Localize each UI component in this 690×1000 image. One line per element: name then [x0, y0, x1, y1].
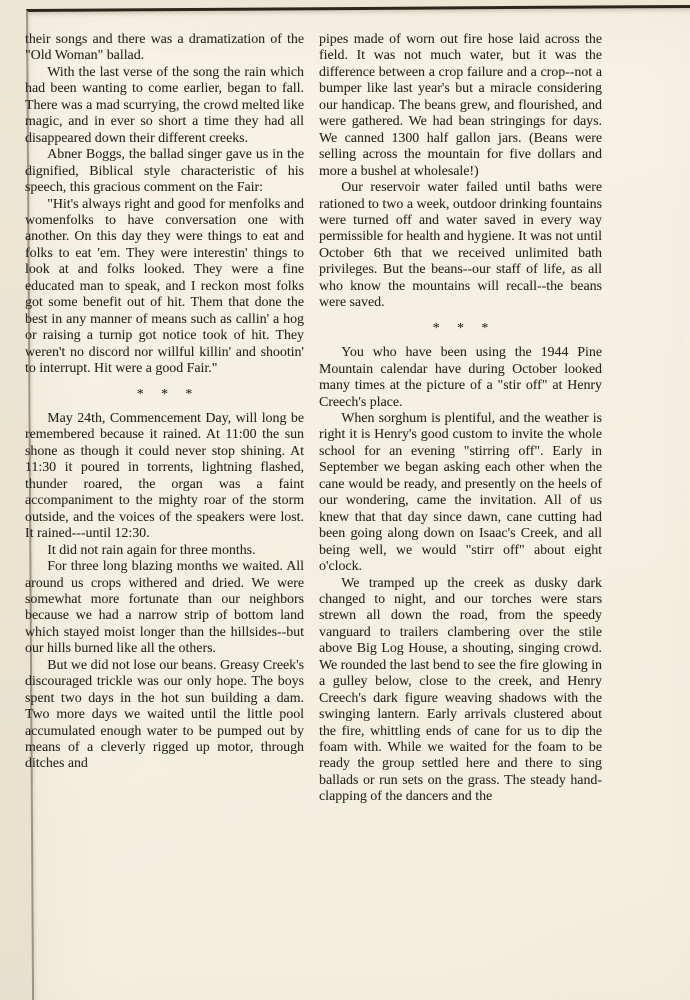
paragraph: We tramped up the creek as dusky dark changed to night, and our torches were stars strewn all down the road, from the speedy vanguard to trailers clambering over the stile above Big Log House, a shouting, singing crowd. We rounded the last bend to see the fire glowing in a gulley below, close to the creek, and Henry Creech's dark figure weaving shadows with the swinging lantern. Early arrivals clustered about the fire, whittling ends of cane for us to dip the foam with. While we waited for the foam to be ready the group settled here and there to sing ballads or run sets on the grass. The steady hand-clapping of the dancers and the [319, 575, 602, 805]
left-column [25, 32, 304, 806]
section-separator: * * * [432, 320, 489, 336]
paragraph: pipes made of worn out fire hose laid across the field. It was not much water, but it was the difference between a crop failure and a crop--not a bumper like last year's but a miracle considering our handicap. The beans grew, and flourished, and were gathered. We had bean stringings for days. We canned 1300 half gallon jars. (Beans were selling across the mountain for five dollars and more a bushel at wholesale!) [319, 32, 602, 179]
paragraph: It did not rain again for three months. [47, 542, 256, 558]
paragraph: Abner Boggs, the ballad singer gave us in the dignified, Biblical style characteristic of his speech, this gracious comment on the Fair: [25, 147, 304, 196]
paragraph: When sorghum is plentiful, and the weather is right it is Henry's good custom to invite the whole school for an evening "stirring off". Early in September we began asking each other when the cane would be ready, and presently on the heels of our wondering, came the invitation. All of us knew that that day since dawn, cane cutting had been going along down on Isaac's Creek, and all being well, we would "stirr off" about eight o'clock. [319, 410, 602, 575]
paragraph: With the last verse of the song the rain which had been wanting to come earlier, began to fall. There was a mad scurrying, the crowd melted like magic, and in ever so short a time they had all disappeared down their different creeks. [25, 64, 304, 146]
paragraph: You who have been using the 1944 Pine Mountain calendar have during October looked many times at the picture of a "stir off" at Henry Creech's place. [319, 345, 602, 410]
paragraph: But we did not lose our beans. Greasy Creek's discouraged trickle was our only hope. The boys spent two days in the hot sun building a dam. Two more days we waited until the little pool accumulated enough water to be pumped out by means of a cleverly rigged up motor, through ditches and [25, 657, 304, 772]
paragraph: "Hit's always right and good for menfolks and womenfolks to have conversation one with another. On this day they were things to eat and folks to eat 'em. They were interestin' things to look at and folks looked. They were a fine educated man to speak, and I reckon most folks got some benefit out of hit. Them that done the best in any manner of means such as callin' a hog or raising a turnip got notice took of hit. They weren't no discord nor willful killin' and shootin' to interrupt. Hit were a good Fair." [25, 196, 304, 377]
page-content [25, 32, 602, 806]
right-column [319, 32, 602, 806]
paragraph: For three long blazing months we waited. All around us crops withered and dried. We were somewhat more fortunate than our neighbors because we had a narrow strip of bottom land which stayed moist longer than the hillsides--but our hills burned like all the others. [25, 559, 304, 657]
paragraph: their songs and there was a dramatization of the "Old Woman" ballad. [25, 32, 304, 64]
paragraph: Our reservoir water failed until baths were rationed to two a week, outdoor drinking fountains were turned off and water saved in every way permissible for health and hygiene. It was not until October 6th that we received unlimited bath privileges. But the beans--our staff of life, as all who know the mountains will recall--the beans were saved. [319, 180, 602, 311]
section-separator: * * * [136, 386, 193, 402]
paragraph: May 24th, Commencement Day, will long be remembered because it rained. At 11:00 the sun shone as though it could never stop shining. At 11:30 it poured in torrents, lightning flashed, thunder roared, the organ was a faint accompaniment to the mighty roar of the storm outside, and the voices of the speakers were lost. It rained---until 12:30. [25, 410, 304, 542]
